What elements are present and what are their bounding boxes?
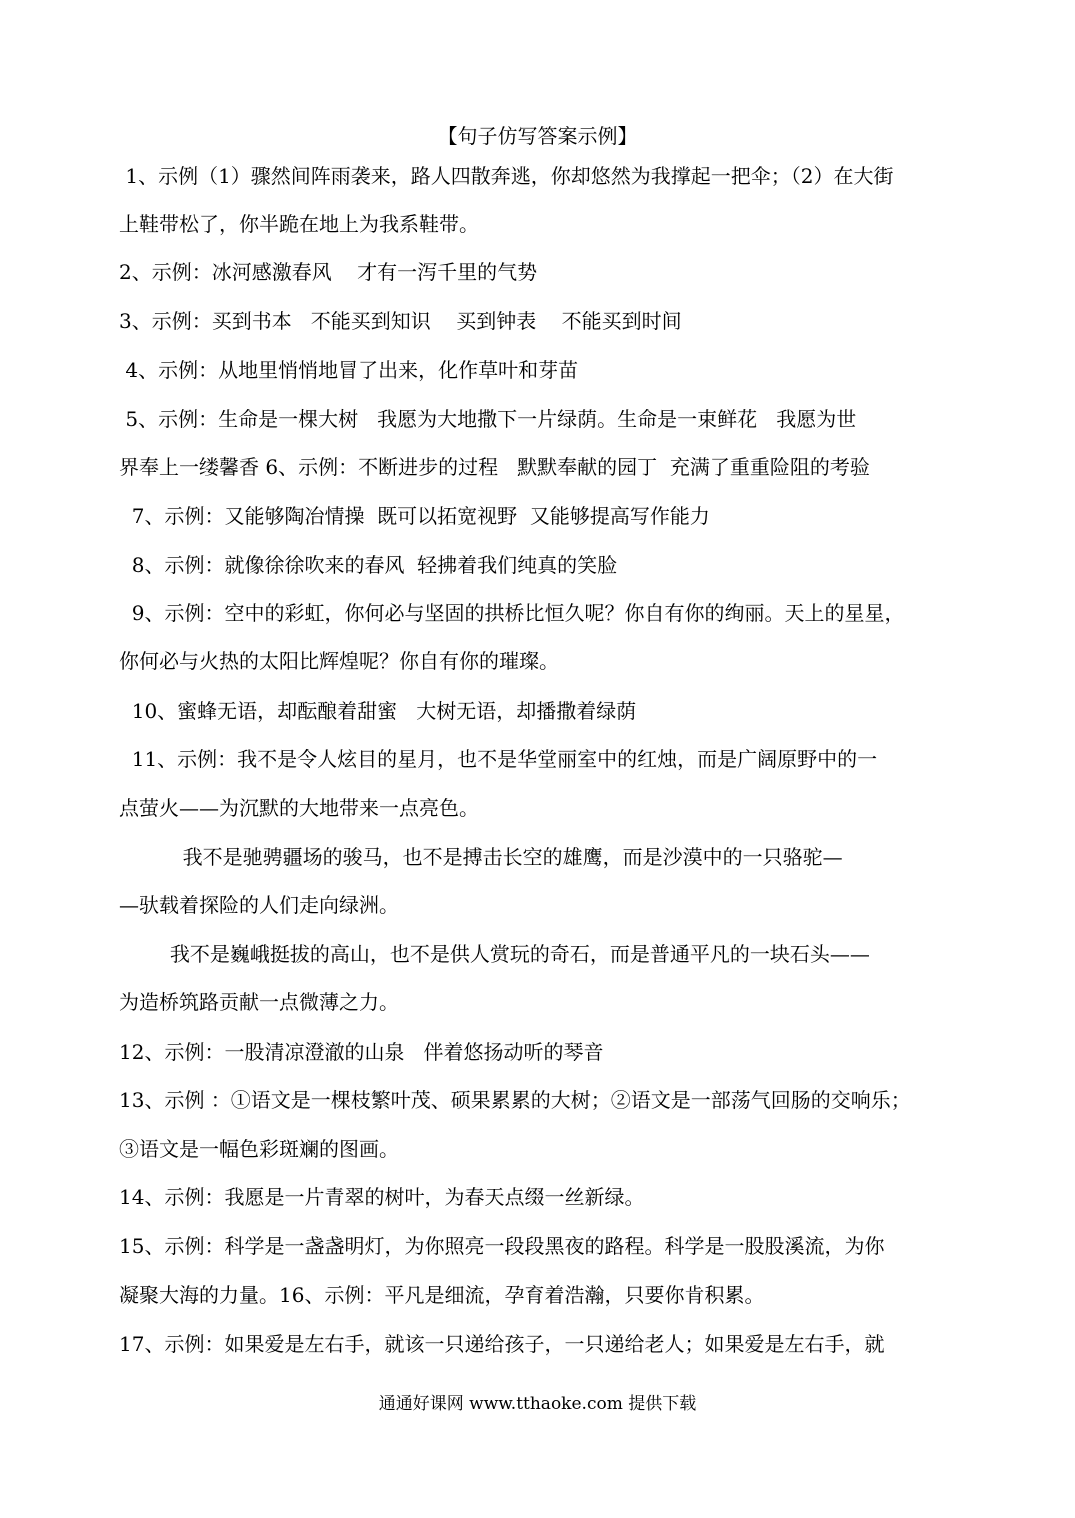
- body-line: 为造桥筑路贡献一点微薄之力。: [119, 990, 399, 1014]
- body-line: 我不是巍峨挺拔的高山，也不是供人赏玩的奇石，而是普通平凡的一块石头——: [119, 942, 870, 966]
- body-line: 12、示例：一股清凉澄澈的山泉 伴着悠扬动听的琴音: [119, 1040, 604, 1064]
- body-line: 2、示例：冰河感激春风 才有一泻千里的气势: [119, 260, 538, 284]
- body-line: 13、示例 ：①语文是一棵枝繁叶茂、硕果累累的大树；②语文是一部荡气回肠的交响乐；: [119, 1088, 911, 1112]
- body-line: 凝聚大海的力量。16、示例：平凡是细流，孕育着浩瀚，只要你肯积累。: [119, 1283, 765, 1307]
- body-line: —驮载着探险的人们走向绿洲。: [119, 893, 399, 917]
- body-line: 界奉上一缕馨香 6、示例：不断进步的过程 默默奉献的园丁 充满了重重险阻的考验: [119, 455, 870, 479]
- page-footer: 通通好课网 www.tthaoke.com 提供下载: [378, 1394, 697, 1414]
- body-line: 10、蜜蜂无语，却酝酿着甜蜜 大树无语，却播撒着绿荫: [119, 699, 637, 723]
- body-line: 4、示例：从地里悄悄地冒了出来，化作草叶和芽苗: [119, 358, 579, 382]
- body-line: 上鞋带松了，你半跪在地上为我系鞋带。: [119, 212, 479, 236]
- body-line: 5、示例：生命是一棵大树 我愿为大地撒下一片绿荫。生命是一束鲜花 我愿为世: [119, 407, 857, 431]
- body-line: ③语文是一幅色彩斑斓的图画。: [119, 1137, 399, 1161]
- body-line: 8、示例：就像徐徐吹来的春风 轻拂着我们纯真的笑脸: [119, 553, 618, 577]
- body-line: 9、示例：空中的彩虹，你何必与坚固的拱桥比恒久呢？你自有你的绚丽。天上的星星，: [119, 601, 905, 625]
- body-line: 点萤火——为沉默的大地带来一点亮色。: [119, 796, 479, 820]
- body-line: 7、示例：又能够陶冶情操 既可以拓宽视野 又能够提高写作能力: [119, 504, 710, 528]
- body-line: 14、示例：我愿是一片青翠的树叶，为春天点缀一丝新绿。: [119, 1185, 645, 1209]
- body-line: 11、示例：我不是令人炫目的星月，也不是华堂丽室中的红烛，而是广阔原野中的一: [119, 747, 878, 771]
- body-line: 你何必与火热的太阳比辉煌呢？你自有你的璀璨。: [119, 649, 559, 673]
- body-line: 我不是驰骋疆场的骏马，也不是搏击长空的雄鹰，而是沙漠中的一只骆驼—: [119, 845, 843, 869]
- document-title: 【句子仿写答案示例】: [437, 124, 638, 148]
- body-line: 3、示例：买到书本 不能买到知识 买到钟表 不能买到时间: [119, 309, 682, 333]
- body-line: 1、示例（1）骤然间阵雨袭来，路人四散奔逃，你却悠然为我撑起一把伞；（2）在大街: [119, 164, 894, 188]
- body-line: 17、示例：如果爱是左右手，就该一只递给孩子，一只递给老人；如果爱是左右手，就: [119, 1332, 885, 1356]
- body-line: 15、示例：科学是一盏盏明灯，为你照亮一段段黑夜的路程。科学是一股股溪流，为你: [119, 1234, 885, 1258]
